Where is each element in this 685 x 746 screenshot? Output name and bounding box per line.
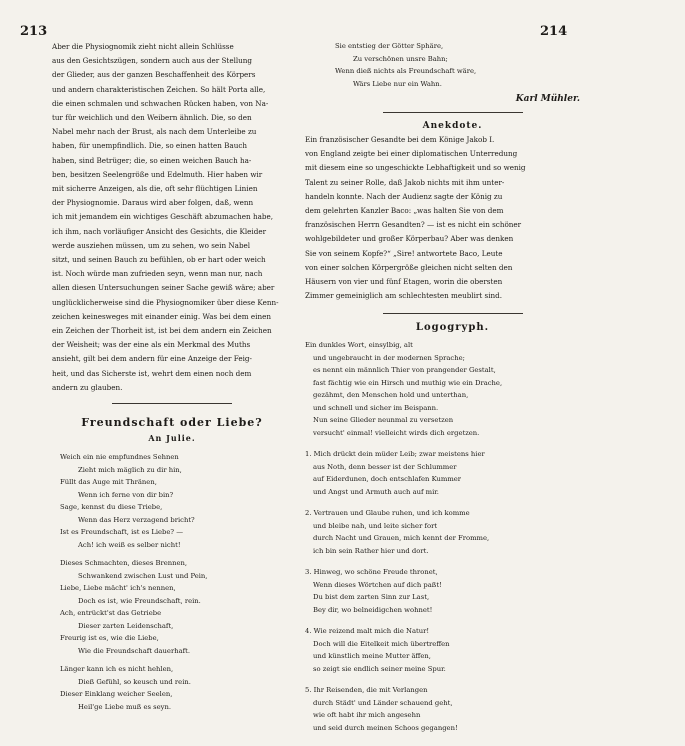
prose-line: ich ihm, nach vorläufiger Ansicht des Gesichts, die Kleider [52, 226, 267, 236]
prose-line: werde ausziehen müssen, um zu sehen, wo sein Nabel [52, 240, 251, 250]
prose-line: die einen schmalen und schwachen Rücken haben, von Na- [52, 98, 269, 108]
prose-line: zeichen keinesweges mit einander einig. Was bei dem einen [52, 311, 271, 321]
verse-line: Doch will die Eitelkeit mich übertreffen [313, 639, 450, 648]
poem-stanza [60, 451, 292, 551]
section-divider-1 [383, 112, 523, 113]
verse-line: Ein dunkles Wort, einsylbig, alt [305, 341, 413, 350]
prose-line: Sie von seinem Kopfe?“ „Sire! antwortete Baco, Leute [305, 248, 503, 258]
poem-continuation [305, 40, 600, 90]
verse-line: Zieht mich mäglich zu dir hin, [78, 465, 182, 474]
prose-line: von einer solchen Körpergröße gleichen nicht selten den [305, 262, 513, 272]
verse-line: und seid durch meinen Schoos gegangen! [313, 723, 458, 732]
poem-stanza [60, 663, 292, 713]
prose-line: Häusern von vier und fünf Etagen, worin die obersten [305, 277, 503, 287]
verse-line: Ach, entrückt'st das Getriebe [60, 609, 162, 618]
verse-line: wie oft habt ihr mich angesehn [313, 711, 421, 720]
prose-line: haben, für unempfindlich. Die, so einen hatten Bauch [52, 141, 247, 151]
verse-line: Freurig ist es, wie die Liebe, [60, 634, 159, 643]
prose-line: ist. Noch würde man zufrieden seyn, wenn man nur, nach [52, 269, 263, 279]
anekdote-title: Anekdote. [422, 121, 483, 131]
verse-line: durch Nacht und Grauen, mich kennt der Fromme, [313, 534, 490, 543]
prose-line: Ein französischer Gesandte bei dem Könige Jakob I. [305, 135, 495, 144]
prose-line: und andern charakteristischen Zeichen. So hält Porta alle, [52, 84, 266, 94]
verse-line: und schnell und sicher im Beispann. [313, 403, 439, 412]
prose-line: der Physiognomie. Daraus wird aber folgen, daß, wenn [52, 198, 254, 208]
verse-line: Dieser zarten Leidenschaft, [78, 621, 174, 630]
verse-line: 3. Hinweg, wo schöne Freude thronet, [305, 568, 438, 577]
poem-stanza [60, 557, 292, 657]
prose-line: ben, besitzen Seelengröße und Edelmuth. Hier haben wir [52, 169, 263, 179]
prose-line: Aber die Physiognomik zieht nicht allein Schlüsse [52, 42, 234, 51]
prose-line: der Glieder, aus der ganzen Beschaffenheit des Körpers [52, 70, 256, 80]
right-column [305, 40, 600, 743]
verse-line: Dieß Gefühl, so keusch und rein. [78, 677, 191, 686]
prose-line: französischen Herrn Gesandten? — ist es nicht ein schöner [305, 220, 522, 230]
verse-line: Wenn dieses Wörtchen auf dich paßt! [313, 580, 442, 589]
verse-line: Ist es Freundschaft, ist es Liebe? — [60, 528, 184, 537]
verse-line: 1. Mich drückt dein müder Leib; zwar meistens hier [305, 450, 485, 459]
logogryph-stanza [305, 448, 600, 498]
prose-line: haben, sind Betrüger; die, so einen weichen Bauch ha- [52, 155, 252, 165]
prose-line: mit sicherre Anzeigen, als die, oft sehr flüchtigen Linien [52, 184, 258, 194]
verse-line: Du bist dem zarten Sinn zur Last, [313, 593, 430, 602]
verse-line: Bey dir, wo belneidigchen wohnet! [313, 605, 433, 614]
prose-line: wohlgebildeter und großer Körperbau? Aber was denken [305, 234, 514, 244]
verse-line: Sage, kennst du diese Triebe, [60, 503, 163, 512]
prose-line: von England zeigte bei einer diplomatischen Unterredung [305, 149, 518, 159]
verse-line: Ach! ich weiß es selber nicht! [78, 540, 181, 549]
poem-title: Freundschaft oder Liebe? [81, 416, 263, 430]
prose-line: tur für weichlich und den Weibern ähnlich. Die, so den [52, 113, 252, 123]
verse-line: Wenn dieß nichts als Freundschaft wäre, [335, 67, 477, 75]
prose-line: heit, und das Sicherste ist, wehrt dem einen noch dem [52, 368, 252, 378]
prose-line: allen diesen Untersuchungen seiner Sache gewiß wäre; aber [52, 283, 275, 293]
verse-line: Sie entstieg der Götter Sphäre, [335, 42, 444, 50]
poem-subtitle: An Julie. [148, 433, 196, 444]
verse-line: auf Eiderdunen, doch entschlafen Kummer [313, 475, 462, 484]
section-divider-left [112, 403, 232, 404]
logogryph-stanza [305, 684, 600, 734]
verse-line: Heil'ge Liebe muß es seyn. [78, 702, 172, 711]
verse-line: und künstlich meine Mutter äffen, [313, 652, 431, 661]
verse-line: Dieses Schmachten, dieses Brennen, [60, 559, 188, 568]
verse-line: 2. Vertrauen und Glaube ruhen, und ich komme [305, 509, 470, 518]
logogryph-title: Logogryph. [415, 322, 490, 334]
prose-line: ansieht, gilt bei dem andern für eine Anzeige der Feig- [52, 354, 252, 364]
verse-line: Liebe, Liebe mächt' ich's nennen, [60, 584, 176, 593]
verse-line: fast fächtig wie ein Hirsch und muthig wie ein Drache, [313, 378, 503, 387]
verse-line: und bleibe nah, und leite sicher fort [313, 521, 438, 530]
verse-line: Schwankend zwischen Lust und Pein, [78, 571, 208, 580]
verse-line: 4. Wie reizend malt mich die Natur! [305, 627, 430, 636]
anekdote-prose [305, 133, 600, 303]
prose-line: unglücklicherweise sind die Physiognomiker über diese Kenn- [52, 297, 279, 307]
verse-line: Länger kann ich es nicht hehlen, [60, 665, 174, 674]
verse-line: durch Städt' und Länder schauend geht, [313, 698, 453, 707]
prose-line: Nabel mehr nach der Brust, als nach dem Unterleibe zu [52, 127, 257, 137]
prose-line: dem gelehrten Kanzler Baco: „was halten Sie von dem [305, 206, 504, 216]
verse-line: Nun seine Glieder neunmal zu versetzen [313, 416, 454, 425]
prose-line: der Weisheit; was der eine als ein Merkmal des Muths [52, 340, 251, 350]
verse-line: versucht' einmal! vielleicht wirds dich ergetzen. [313, 428, 480, 437]
prose-line: ich mit jemandem ein wichtiges Geschäft abzumachen habe, [52, 212, 274, 222]
section-divider-2 [383, 313, 523, 314]
verse-line: Zu verschönen unsre Bahn; [353, 54, 448, 63]
prose-line: andern zu glauben. [52, 382, 123, 392]
logogryph-stanza [305, 566, 600, 616]
verse-line: und ungebraucht in der modernen Sprache; [313, 353, 465, 362]
verse-line: Doch es ist, wie Freundschaft, rein. [78, 596, 201, 605]
logogryph-stanza [305, 339, 600, 439]
logogryph-body [305, 339, 600, 734]
verse-line: Weich ein nie empfundnes Sehnen [60, 453, 179, 462]
verse-line: so zeigt sie endlich seiner meine Spur. [313, 664, 446, 673]
logogryph-stanza [305, 625, 600, 675]
prose-line: sitzt, und seinen Bauch zu befühlen, ob er hart oder weich [52, 255, 266, 265]
verse-line: Wenn das Herz verzagend bricht? [78, 515, 195, 524]
verse-line: ich bin sein Rather hier und dort. [313, 546, 429, 555]
prose-line: ein Zeichen der Thorheit ist, ist bei dem andern ein Zeichen [52, 326, 272, 336]
verse-line: Füllt das Auge mit Thränen, [60, 478, 157, 487]
prose-line: Talent zu seiner Rolle, daß Jakob nichts mit ihm unter- [305, 177, 505, 187]
logogryph-stanza [305, 507, 600, 557]
verse-line: es nennt ein männlich Thier von prangender Gestalt, [313, 366, 496, 375]
verse-line: Wie die Freundschaft dauerhaft. [78, 646, 191, 655]
page-number-right: 214 [540, 24, 568, 39]
prose-line: handeln konnte. Nach der Audienz sagte der König zu [305, 191, 503, 201]
poem-author: Karl Mühler. [515, 94, 580, 104]
left-column [52, 40, 292, 719]
prose-line: Zimmer gemeiniglich am schlechtesten meublirt sind. [305, 291, 503, 301]
verse-line: Dieser Einklang weicher Seelen, [60, 690, 173, 699]
physiognomy-prose [52, 40, 292, 395]
verse-line: und Angst und Armuth auch auf mir. [313, 487, 439, 496]
poem-body [52, 451, 292, 713]
verse-line: aus Noth, denn besser ist der Schlummer [313, 462, 457, 471]
prose-line: mit diesem eine so ungeschickte Lebhaftigkeit und so wenig [305, 163, 526, 173]
verse-line: Wenn ich ferne von dir bin? [78, 490, 174, 499]
page-number-left: 213 [20, 24, 48, 39]
verse-line: Wärs Liebe nur ein Wahn. [353, 79, 442, 88]
verse-line: gezähmt, den Menschen hold und unterthan, [313, 391, 469, 400]
verse-line: 5. Ihr Reisenden, die mit Verlangen [305, 686, 428, 695]
prose-line: aus den Gesichtszügen, sondern auch aus der Stellung [52, 56, 253, 66]
